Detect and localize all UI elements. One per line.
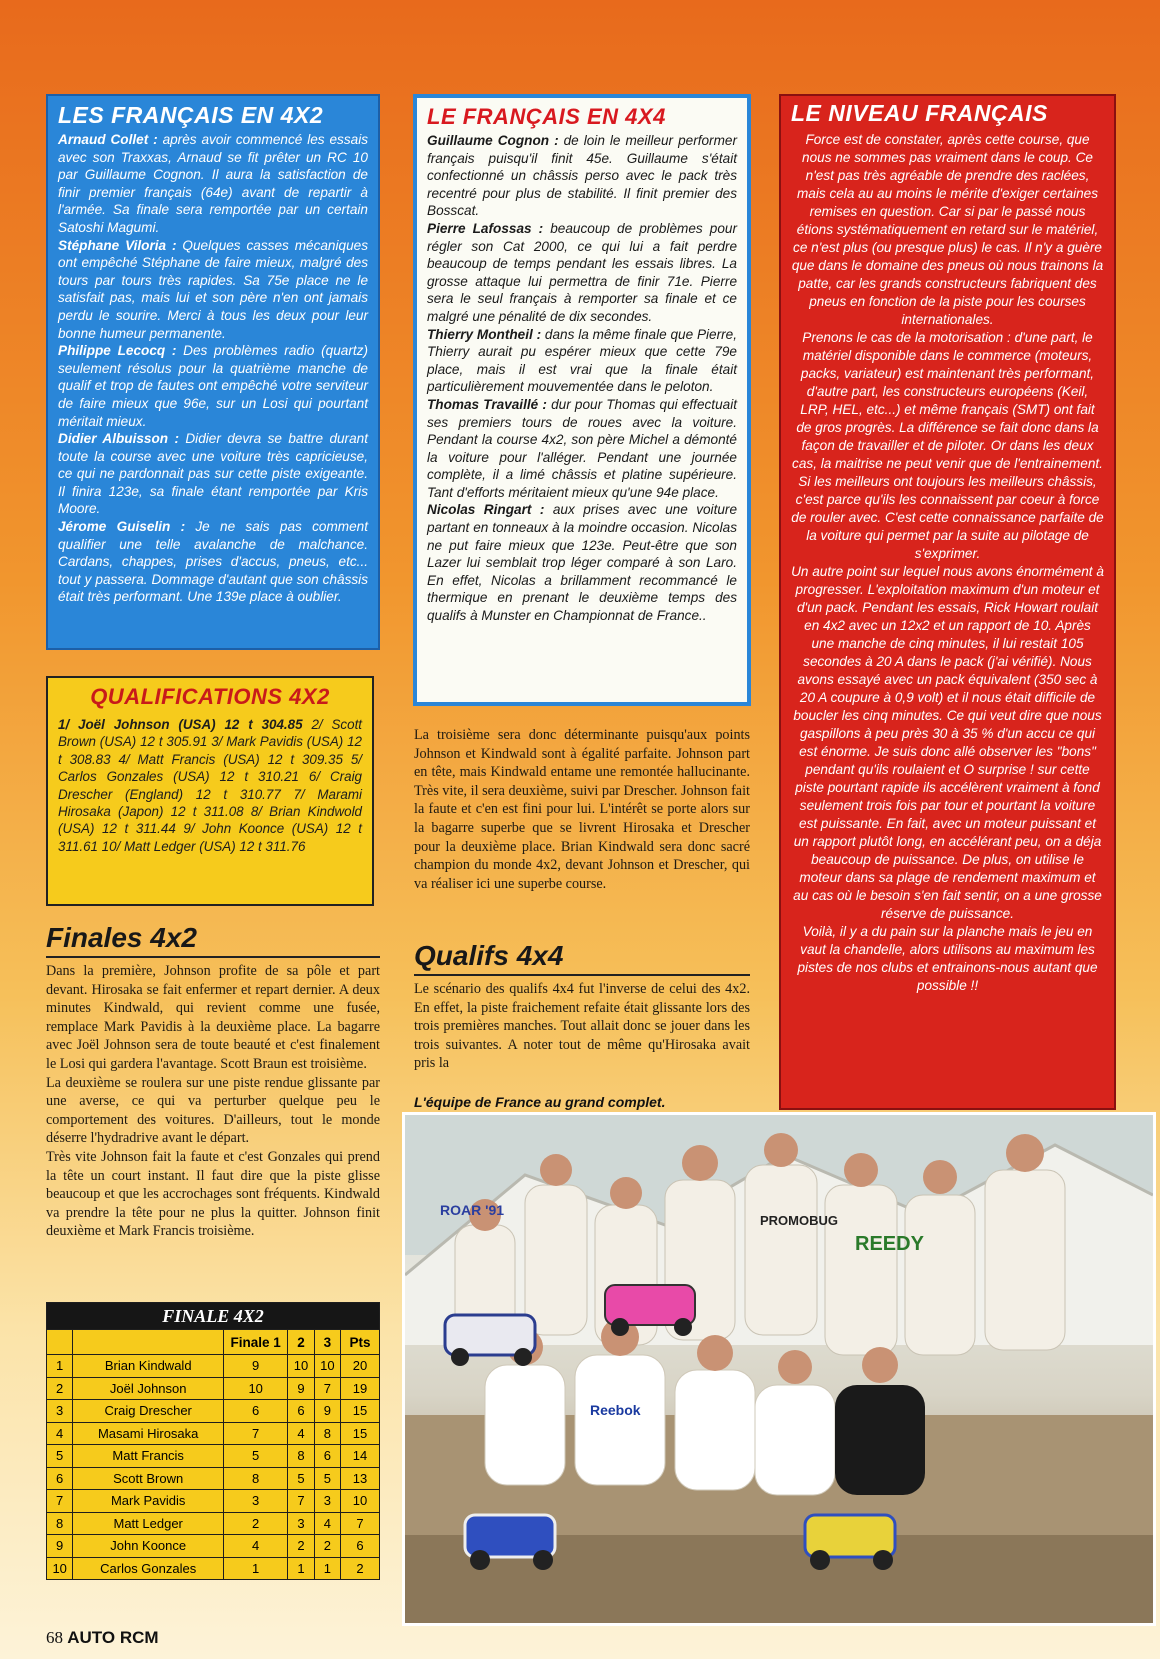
- table-row: [47, 1355, 380, 1378]
- points-cell: 10: [341, 1490, 380, 1513]
- entry-paragraph: [427, 132, 737, 220]
- score-cell: 3: [224, 1490, 288, 1513]
- box-title: LE FRANÇAIS EN 4X4: [427, 104, 666, 129]
- table-header-row: [47, 1330, 380, 1355]
- entry-paragraph: [58, 518, 368, 606]
- entry-text: Didier devra se battre durant toute la course avec une voiture très capricieuse, ce qui ne pardonnait pas sur cette piste exigeante. Il finira 123e, sa finale étant remportée par Kris Moore.: [58, 431, 368, 517]
- entry-name: Stéphane Viloria :: [58, 237, 177, 253]
- score-cell: 4: [288, 1422, 314, 1445]
- entry-paragraph: [58, 342, 368, 430]
- score-cell: 2: [314, 1535, 340, 1558]
- score-cell: 9: [288, 1377, 314, 1400]
- rank-cell: 10: [47, 1557, 73, 1580]
- score-cell: 7: [224, 1422, 288, 1445]
- section-title: Finales 4x2: [46, 922, 380, 958]
- entry-paragraph: [58, 131, 368, 237]
- rank-cell: 2: [47, 1377, 73, 1400]
- score-cell: 1: [314, 1557, 340, 1580]
- score-cell: 5: [288, 1467, 314, 1490]
- photo-caption: L'équipe de France au grand complet.: [414, 1094, 666, 1110]
- points-cell: 2: [341, 1557, 380, 1580]
- article-qualifs-4x4: [414, 940, 750, 1073]
- body-paragraph: Force est de constater, après cette course, que nous ne sommes pas vraiment dans le coup. Ce n'est pas très agréable de prendre des raclées, mais cela au au moins le mérite d'exiger certaines remises en question. Car si par le passé nous étions systématiquement en retard sur le matériel, ce n'est plus (ou presque plus) le cas. Il n'y a guère que dans le domaine des pneus où nous trainons la patte, car les grands constructeurs fabriquent des pneus en fonction de la piste pour les courses internationales.: [791, 132, 1104, 327]
- score-cell: 3: [288, 1512, 314, 1535]
- score-cell: 7: [314, 1377, 340, 1400]
- body-paragraph: Très vite Johnson fait la faute et c'est Gonzales qui prend la tête un court instant. Il faut dire que la piste glisse beaucoup et que les accrochages sont fréquents. Kindwald va prendre la tête pour ne plus la quitter. Johnson finit deuxième et Mark Francis troisième.: [46, 1148, 380, 1240]
- entry-paragraph: [427, 501, 737, 624]
- rank-cell: 8: [47, 1512, 73, 1535]
- body-paragraph: Prenons le cas de la motorisation : d'une part, le matériel disponible dans le commerce (moteurs, packs, variateur) est maintenant très performant, d'autre part, les constructeurs européens (Keil, LRP, HEL, etc...) et même français (SMT) ont fait de gros progrès. La différence se fait donc dans la façon de travailler et de piloter. Or dans les deux cas, la maitrise ne peut venir que de l'entrainement. Si les meilleurs ont toujours les meilleurs châssis, c'est parce qu'ils les connaissent par coeur à force de rouler avec. C'est cette connaissance parfaite de la voiture qui permet par la suite au pilotage de s'exprimer.: [791, 330, 1104, 561]
- header-cell: 3: [314, 1330, 340, 1355]
- shirt-text: ROAR '91: [440, 1202, 505, 1218]
- entry-text: Je ne sais pas comment qualifier une telle avalanche de malchance. Cardans, chappes, prises d'accus, pneus, etc... tout y passera. Dommage d'autant que son châssis était très performant. Une 139e place à oublier.: [58, 519, 368, 605]
- header-cell: [73, 1330, 224, 1355]
- entry-name: Thierry Montheil :: [427, 326, 542, 342]
- box-title: LES FRANÇAIS EN 4X2: [58, 102, 324, 128]
- entry-name: Pierre Lafossas :: [427, 220, 544, 236]
- score-cell: 1: [224, 1557, 288, 1580]
- table-row: [47, 1400, 380, 1423]
- entry-text: aux prises avec une voiture partant en tonneaux à la moindre occasion. Nicolas ne put faire mieux que 123e. Peut-être que son Lazer lui semblait trop léger comparé à son Laro. En effet, Nicolas a brillamment recommancé le thermique en prenant le deuxième temps des qualifs à Munster en Championnat de France..: [427, 502, 738, 624]
- entry-name: Guillaume Cognon :: [427, 133, 559, 148]
- body-paragraph: La troisième sera donc déterminante puisqu'aux points Johnson et Kindwald sont à égalité parfaite. Johnson part en tête, mais Kindwald entame une remontée hallucinante. Très vite, il sera deuxième, suivi par Drescher. Johnson fait la faute et c'en est fini pour lui. L'intérêt se porte alors sur la bagarre superbe que se livrent Hirosaka et Drescher pour la deuxième place. Brian Kindwald sera donc sacré champion du monde 4x2, devant Johnson et Drescher, qui va réaliser ici une superbe course.: [414, 727, 750, 892]
- qualifications-list: [58, 716, 362, 855]
- score-cell: 8: [224, 1467, 288, 1490]
- shirt-text: PROMOBUG: [760, 1213, 838, 1228]
- score-cell: 10: [288, 1355, 314, 1378]
- sidebar-francais-4x2: [46, 94, 380, 650]
- entry-paragraph: [58, 237, 368, 343]
- driver-cell: John Koonce: [73, 1535, 224, 1558]
- sidebar-niveau-francais: [779, 94, 1116, 1110]
- entry-text: beaucoup de problèmes pour régler son Cat 2000, ce qui lui a fait perdre beaucoup de temps pendant les essais libres. La grosse attaque lui permettra de finir 71e. Pierre sera le seul français à remporter sa finale et ce malgré une pénalité de dix secondes.: [427, 220, 738, 324]
- score-cell: 4: [224, 1535, 288, 1558]
- magazine-name: AUTO RCM: [67, 1628, 159, 1647]
- qualifications-text: 2/ Scott Brown (USA) 12 t 305.91 3/ Mark Pavidis (USA) 12 t 308.83 4/ Matt Francis (USA) 12 t 309.35 5/ Carlos Gonzales (USA) 12 t 310.21 6/ Craig Drescher (England) 12 t 310.77 7/ Marami Hirosaka (Japon) 12 t 311.08 8/ Brian Kindwold (USA) 12 t 311.44 9/ John Koonce (USA) 12 t 311.61 10/ Matt Ledger (USA) 12 t 311.76: [58, 717, 363, 854]
- rc-car-icon: [445, 1315, 535, 1366]
- table-row: [47, 1422, 380, 1445]
- entry-text: après avoir commencé les essais avec son Traxxas, Arnaud se fit prêter un RC 10 par Guillaume Cognon. Il aura la satisfaction de finir premier français (64e) avant de repartir à l'armée. Sa finale sera remportée par un certain Satoshi Magumi.: [58, 132, 369, 235]
- points-cell: 15: [341, 1400, 380, 1423]
- entry-name: Jérome Guiselin :: [58, 519, 186, 535]
- score-cell: 8: [288, 1445, 314, 1468]
- page-number: 68: [46, 1628, 63, 1647]
- entry-name: Philippe Lecocq :: [58, 343, 177, 359]
- rank-cell: 1: [47, 1355, 73, 1378]
- points-cell: 13: [341, 1467, 380, 1490]
- points-cell: 15: [341, 1422, 380, 1445]
- rank-cell: 5: [47, 1445, 73, 1468]
- entry-text: de loin le meilleur performer français puisqu'il finit 45e. Guillaume s'était confectionné un châssis perso avec le pack très recentré pour plus de stabilité. Il finit premier des Bosscat.: [427, 133, 737, 219]
- entry-name: Nicolas Ringart :: [427, 502, 545, 518]
- article-continued: [414, 726, 750, 893]
- score-cell: 10: [224, 1377, 288, 1400]
- score-cell: 7: [288, 1490, 314, 1513]
- score-cell: 9: [224, 1355, 288, 1378]
- table-row: [47, 1535, 380, 1558]
- score-cell: 5: [224, 1445, 288, 1468]
- article-finales-4x2: [46, 922, 380, 1241]
- header-cell: Finale 1: [224, 1330, 288, 1355]
- body-paragraph: Le scénario des qualifs 4x4 fut l'inverse de celui des 4x2. En effet, la piste fraichement refaite était glissante lors des trois premières manches. Tout allait donc se jouer dans les trois suivantes. A noter tout de même qu'Hirosaka avait pris la: [414, 981, 750, 1072]
- entry-paragraph: [427, 396, 737, 502]
- score-cell: 8: [314, 1422, 340, 1445]
- entry-paragraph: [427, 326, 737, 396]
- rank-cell: 4: [47, 1422, 73, 1445]
- shirt-text: REEDY: [855, 1233, 924, 1255]
- body-paragraph: Dans la première, Johnson profite de sa pôle et part devant. Hirosaka se fait enfermer et repart dernier. A deux minutes Kindwald, qui revient comme une fusée, remplace Mark Pavidis à la deuxième place. La bagarre avec Joël Johnson sera de toute beauté et c'est finalement le Losi qui gardera l'avantage. Scott Braun est troisième.: [46, 963, 380, 1072]
- score-cell: 10: [314, 1355, 340, 1378]
- score-cell: 9: [314, 1400, 340, 1423]
- entry-paragraph: [58, 430, 368, 518]
- driver-cell: Craig Drescher: [73, 1400, 224, 1423]
- score-cell: 5: [314, 1467, 340, 1490]
- box-title: LE NIVEAU FRANÇAIS: [791, 100, 1048, 126]
- score-cell: 4: [314, 1512, 340, 1535]
- header-cell: Pts: [341, 1330, 380, 1355]
- entry-text: dur pour Thomas qui effectuait ses premiers tours de roues avec la voiture. Pendant la course 4x2, son père Michel a démonté la voiture pour l'alléger. Pendant une journée complète, il a limé châssis et platine supérieure. Tant d'efforts méritaient mieux qu'une 94e place.: [427, 396, 737, 500]
- qualifications-4x2-box: [46, 676, 374, 906]
- score-cell: 6: [314, 1445, 340, 1468]
- rank-cell: 6: [47, 1467, 73, 1490]
- table-row: [47, 1557, 380, 1580]
- entry-name: Thomas Travaillé :: [427, 396, 547, 412]
- finale-4x2-table: [46, 1302, 380, 1580]
- score-cell: 2: [224, 1512, 288, 1535]
- table-row: [47, 1490, 380, 1513]
- driver-cell: Joël Johnson: [73, 1377, 224, 1400]
- table-row: [47, 1512, 380, 1535]
- driver-cell: Matt Francis: [73, 1445, 224, 1468]
- header-cell: [47, 1330, 73, 1355]
- driver-cell: Scott Brown: [73, 1467, 224, 1490]
- body-paragraph: Voilà, il y a du pain sur la planche mais le jeu en vaut la chandelle, alors utilisons au maximum les pistes de nos clubs et entrainons-nous autant que possible !!: [797, 924, 1098, 993]
- table-title: FINALE 4X2: [47, 1303, 380, 1330]
- header-cell: 2: [288, 1330, 314, 1355]
- points-cell: 20: [341, 1355, 380, 1378]
- entry-text: Des problèmes radio (quartz) seulement résolus pour la quatrième manche de qualif et trop de fautes ont empêché votre serviteur de faire mieux que 96e, sur un Losi qui pourtant méritait mieux.: [58, 343, 368, 429]
- qualifications-lead: 1/ Joël Johnson (USA) 12 t 304.85: [58, 717, 303, 732]
- driver-cell: Matt Ledger: [73, 1512, 224, 1535]
- body-paragraph: Un autre point sur lequel nous avons énormément à progresser. L'exploitation maximum d'un moteur et d'un pack. Pendant les essais, Rick Howart roulait en 4x2 avec un 12x2 et un rapport de 10. Après une manche de cinq minutes, il lui restait 105 secondes à 20 A dans le pack (j'ai vérifié). Nous avons essayé avec un pack équivalent (350 sec à 20 A coupure à 0,9 volt) et il nous était difficile de boucler les cinq minutes. Ce qui veut dire que nous gaspillons à peu près 30 à 35 % d'un accu ce qui est énorme. Je suis donc allé observer les "bons" pendant qu'ils roulaient et O surprise ! sur cette piste pourtant rapide ils accélèrent vraiment à fond seulement trois fois par tour et pourtant la voiture est puissante. En fait, avec un moteur puissant et un rapport plutôt long, en accélérant peu, on a déja beaucoup de puissance. De plus, on utilise le moteur dans sa plage de rendement maximum et au cas où le besoin s'en fait sentir, on a une grosse réserve de puissance.: [791, 564, 1104, 921]
- team-photo-illustration: [405, 1115, 1153, 1623]
- driver-cell: Masami Hirosaka: [73, 1422, 224, 1445]
- entry-paragraph: [427, 220, 737, 326]
- box-title: QUALIFICATIONS 4X2: [90, 684, 330, 709]
- score-cell: 1: [288, 1557, 314, 1580]
- driver-cell: Carlos Gonzales: [73, 1557, 224, 1580]
- entry-text: Quelques casses mécaniques ont empêché Stéphane de faire mieux, malgré des tours par tours très rapides. Sa 75e place ne le satisfait pas, mais lui et son père n'en ont jamais perdu le sourire. Merci à tous les deux pour leur bonne humeur permanente.: [58, 237, 368, 341]
- section-title: Qualifs 4x4: [414, 940, 750, 976]
- points-cell: 14: [341, 1445, 380, 1468]
- driver-cell: Brian Kindwald: [73, 1355, 224, 1378]
- table-row: [47, 1445, 380, 1468]
- table-row: [47, 1467, 380, 1490]
- points-cell: 6: [341, 1535, 380, 1558]
- shirt-text: Reebok: [590, 1402, 641, 1418]
- entry-text: dans la même finale que Pierre, Thierry aurait pu espérer mieux que cette 79e place, mais il est vrai que la finale était particulièrement mouvementée dans le peloton.: [427, 326, 737, 395]
- score-cell: 3: [314, 1490, 340, 1513]
- points-cell: 19: [341, 1377, 380, 1400]
- entry-name: Didier Albuisson :: [58, 431, 179, 447]
- table-row: [47, 1377, 380, 1400]
- driver-cell: Mark Pavidis: [73, 1490, 224, 1513]
- team-photo: [402, 1112, 1156, 1626]
- score-cell: 2: [288, 1535, 314, 1558]
- rank-cell: 7: [47, 1490, 73, 1513]
- sidebar-francais-4x4: [413, 94, 751, 706]
- page-footer: [46, 1628, 159, 1648]
- points-cell: 7: [341, 1512, 380, 1535]
- rank-cell: 3: [47, 1400, 73, 1423]
- score-cell: 6: [224, 1400, 288, 1423]
- rank-cell: 9: [47, 1535, 73, 1558]
- entry-name: Arnaud Collet :: [58, 132, 158, 147]
- score-cell: 6: [288, 1400, 314, 1423]
- body-paragraph: La deuxième se roulera sur une piste rendue glissante par une averse, ce qui va perturber quelque peu le comportement des voitures. D'ailleurs, tout le monde déserre l'hydradrive avant le départ.: [46, 1074, 380, 1147]
